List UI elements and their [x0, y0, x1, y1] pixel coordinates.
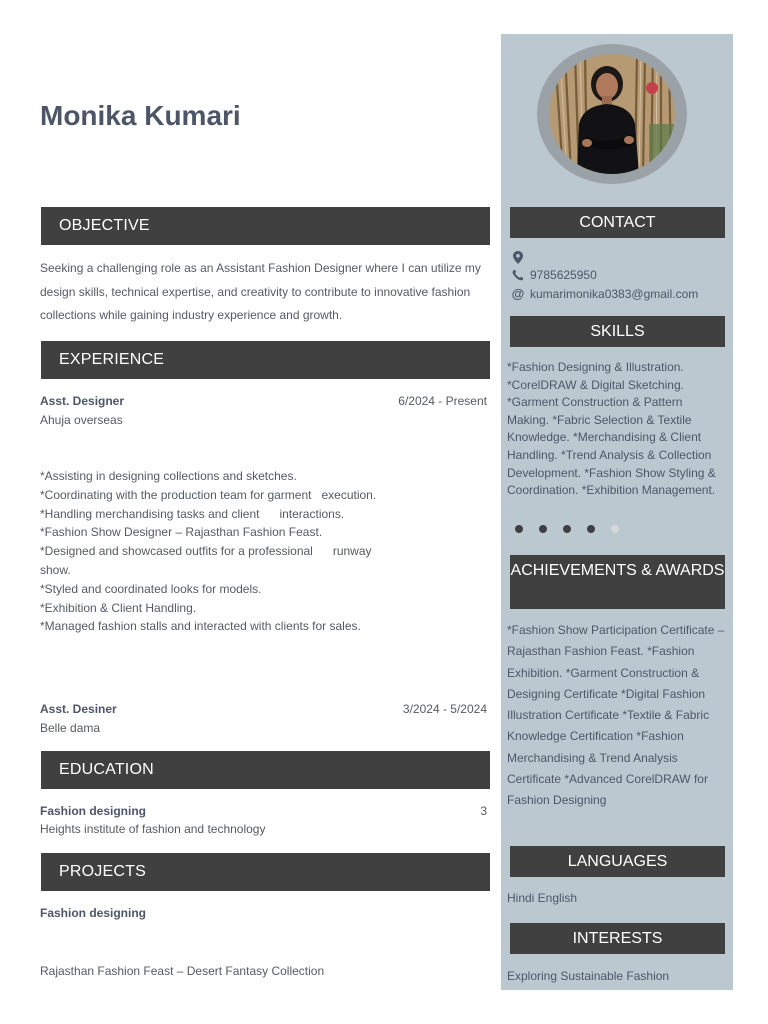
- skill-dot: [515, 525, 523, 533]
- email-address[interactable]: kumarimonika0383@gmail.com: [530, 286, 699, 301]
- achievements-header: ACHIEVEMENTS & AWARDS: [510, 555, 725, 609]
- education-degree: Fashion designing: [40, 804, 147, 818]
- skill-rating: [515, 525, 619, 533]
- job-dates: 3/2024 - 5/2024: [402, 702, 487, 716]
- languages-header: LANGUAGES: [510, 846, 725, 877]
- duty-line: *Styled and coordinated looks for models.: [40, 581, 262, 596]
- duty-line: show.: [40, 562, 71, 577]
- objective-header: OBJECTIVE: [41, 207, 490, 245]
- education-header: EDUCATION: [41, 751, 490, 789]
- job-company: Belle dama: [40, 721, 101, 735]
- project-description: Rajasthan Fashion Feast – Desert Fantasy Collection: [40, 964, 325, 978]
- contact-phone: [510, 268, 597, 282]
- job-role: Asst. Desiner: [40, 702, 117, 716]
- education-year: 3: [480, 804, 487, 818]
- skill-dot: [539, 525, 547, 533]
- interests-header: INTERESTS: [510, 923, 725, 954]
- contact-email: [510, 286, 698, 301]
- contact-address: [510, 251, 530, 264]
- contact-header: CONTACT: [510, 207, 725, 238]
- duty-line: *Exhibition & Client Handling.: [40, 600, 197, 615]
- skills-text: *Fashion Designing & Illustration. *CorelDRAW & Digital Sketching. *Garment Construction & Pattern Making. *Fabric Selection & Textile Knowledge. *Merchandising & Client Handling. *Trend Analysis & Collection Development. *Fashion Show Styling & Coordination. *Exhibition Management.: [507, 360, 716, 498]
- project-title: Fashion designing: [40, 906, 147, 920]
- achievements-text: *Fashion Show Participation Certificate – Rajasthan Fashion Feast. *Fashion Exhibition. *Garment Construction & Designing Certificate *Digital Fashion Illustration Certificate *Textile & Fabric Knowledge Certification *Fashion Merchandising & Trend Analysis Certificate *Advanced CorelDRAW for Fashion Designing: [507, 623, 725, 808]
- interests-text: Exploring Sustainable Fashion: [507, 969, 670, 983]
- phone-number[interactable]: 9785625950: [530, 268, 597, 282]
- job-duties: [40, 467, 490, 636]
- duty-line: *Designed and showcased outfits for a professional runway: [40, 544, 372, 559]
- experience-header: EXPERIENCE: [41, 341, 490, 379]
- duty-line: *Handling merchandising tasks and client interactions.: [40, 506, 345, 521]
- phone-icon: [510, 269, 526, 281]
- location-pin-icon: [510, 251, 526, 264]
- skill-dot: [587, 525, 595, 533]
- education-school: Heights institute of fashion and technology: [40, 822, 266, 836]
- skills-header: SKILLS: [510, 316, 725, 347]
- projects-header: PROJECTS: [41, 853, 490, 891]
- candidate-name: Monika Kumari: [40, 100, 241, 131]
- job-role: Asst. Designer: [40, 394, 125, 408]
- duty-line: *Fashion Show Designer – Rajasthan Fashion Feast.: [40, 525, 323, 540]
- at-sign-icon: @: [511, 286, 525, 301]
- profile-photo: [549, 54, 675, 174]
- job-dates: 6/2024 - Present: [398, 394, 487, 408]
- languages-text: Hindi English: [507, 891, 578, 905]
- profile-photo-image: [549, 54, 675, 174]
- skill-dot: [563, 525, 571, 533]
- duty-line: *Coordinating with the production team for garment execution.: [40, 487, 377, 502]
- duty-line: *Assisting in designing collections and sketches.: [40, 469, 297, 483]
- skill-dot: [611, 525, 619, 533]
- objective-text: Seeking a challenging role as an Assistant Fashion Designer where I can utilize my design skills, technical expertise, and creativity to contribute to innovative fashion collections while gaining industry experience and growth.: [40, 261, 481, 322]
- duty-line: *Managed fashion stalls and interacted with clients for sales.: [40, 619, 361, 634]
- job-company: Ahuja overseas: [40, 413, 123, 427]
